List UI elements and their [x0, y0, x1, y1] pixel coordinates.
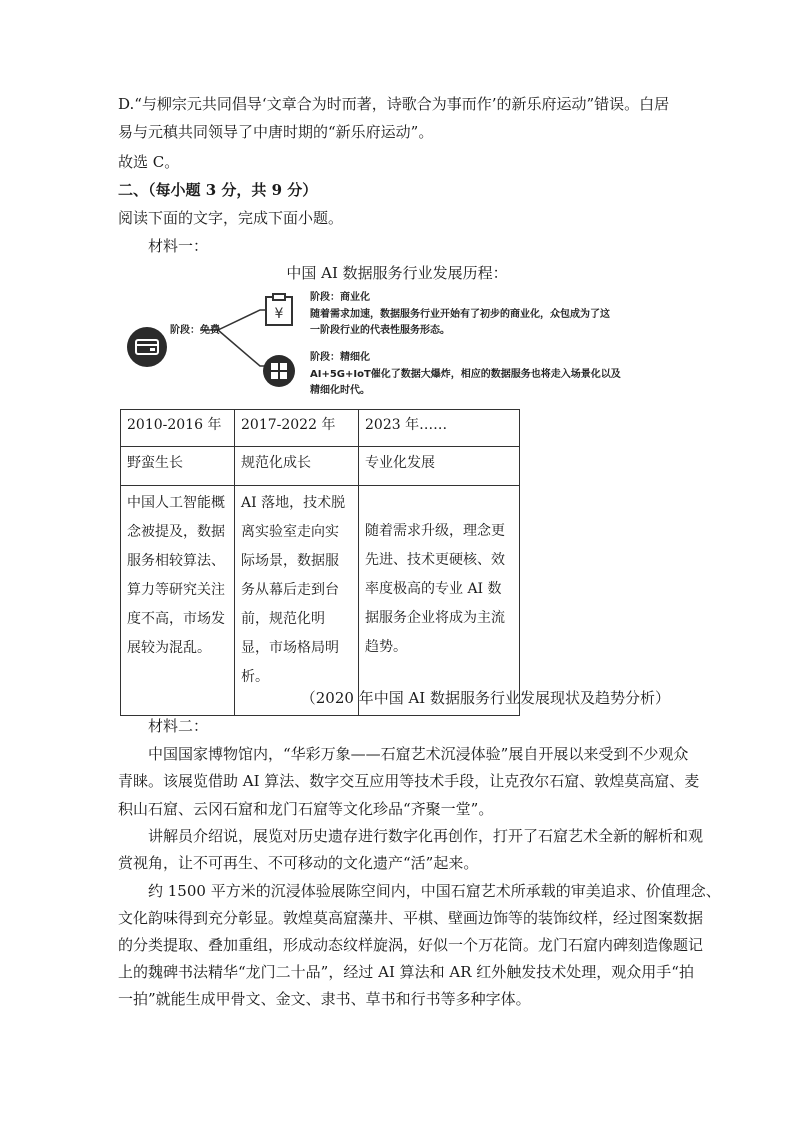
paragraph-line: 赏视角，让不可再生、不可移动的文化遗产“活”起来。	[118, 854, 479, 872]
table-desc-cell: 随着需求升级，理念更先进、技术更硬核、效率度极高的专业 AI 数据服务企业将成为主流趋势。	[359, 486, 520, 716]
table-desc-cell: 中国人工智能概念被提及，数据服务相较算法、算力等研究关注度不高，市场发展较为混乱。	[121, 486, 235, 716]
paragraph-line: 青睐。该展览借助 AI 算法、数字交互应用等技术手段，让克孜尔石窟、敦煌莫高窟、麦	[118, 772, 700, 790]
paragraph-line: 易与元稹共同领导了中唐时期的“新乐府运动”。	[118, 123, 434, 141]
material-label: 材料二：	[148, 717, 209, 735]
paragraph-line: 的分类提取、叠加重组，形成动态纹样旋涡，好似一个万花筒。龙门石窟内碑刻造像题记	[118, 936, 704, 954]
table-row	[121, 410, 520, 447]
root-stage-label: 阶段：免费	[170, 325, 220, 336]
table-row	[121, 447, 520, 486]
branch2-desc: 精细化时代。	[310, 385, 370, 396]
material-label: 材料一：	[148, 237, 209, 255]
grid-icon	[262, 354, 296, 388]
table-source: （2020 年中国 AI 数据服务行业发展现状及趋势分析）	[300, 689, 670, 707]
yuan-clipboard-icon	[262, 293, 296, 327]
table-header-cell: 2023 年……	[359, 410, 520, 447]
table-stage-cell: 野蛮生长	[121, 447, 235, 486]
table-header-cell: 2010-2016 年	[121, 410, 235, 447]
development-diagram	[118, 290, 678, 410]
table-row	[121, 486, 520, 716]
branch1-desc: 一阶段行业的代表性服务形态。	[310, 325, 450, 336]
paragraph-line: 积山石窟、云冈石窟和龙门石窟等文化珍品“齐聚一堂”。	[118, 800, 494, 818]
paragraph-line: 上的魏碑书法精华“龙门二十品”，经过 AI 算法和 AR 红外触发技术处理，观众用手“拍	[118, 963, 694, 981]
instruction-line: 阅读下面的文字，完成下面小题。	[118, 209, 344, 227]
timeline-table	[120, 409, 520, 716]
branch2-desc: AI+5G+IoT催化了数据大爆炸，相应的数据服务也将走入场景化以及	[310, 369, 621, 380]
table-stage-cell: 规范化成长	[235, 447, 359, 486]
paragraph-line: 中国国家博物馆内，“华彩万象——石窟艺术沉浸体验”展自开展以来受到不少观众	[148, 745, 689, 763]
branch1-desc: 随着需求加速，数据服务行业开始有了初步的商业化，众包成为了这	[310, 309, 610, 320]
paragraph-line: D.“与柳宗元共同倡导‘文章合为时而著，诗歌合为事而作’的新乐府运动”错误。白居	[118, 95, 670, 113]
paragraph-line: 一拍”就能生成甲骨文、金文、隶书、草书和行书等多种字体。	[118, 990, 531, 1008]
branch1-stage-label: 阶段：商业化	[310, 292, 370, 303]
svg-text:¥: ¥	[274, 306, 284, 322]
answer-line: 故选 C。	[118, 153, 180, 171]
branch2-stage-label: 阶段：精细化	[310, 352, 370, 363]
paragraph-line: 文化韵味得到充分彰显。敦煌莫高窟藻井、平棋、壁画边饰等的装饰纹样，经过图案数据	[118, 909, 704, 927]
table-header-cell: 2017-2022 年	[235, 410, 359, 447]
paragraph-line: 约 1500 平方米的沉浸体验展陈空间内，中国石窟艺术所承载的审美追求、价值理念、	[148, 882, 721, 900]
card-icon	[126, 326, 168, 368]
diagram-title: 中国 AI 数据服务行业发展历程：	[286, 264, 508, 282]
table-desc-cell: AI 落地，技术脱离实验室走向实际场景，数据服务从幕后走到台前，规范化明显，市场格局明析。	[235, 486, 359, 716]
paragraph-line: 讲解员介绍说，展览对历史遗存进行数字化再创作，打开了石窟艺术全新的解析和观	[148, 827, 704, 845]
section-heading: 二、（每小题 3 分，共 9 分）	[118, 181, 318, 199]
table-stage-cell: 专业化发展	[359, 447, 520, 486]
